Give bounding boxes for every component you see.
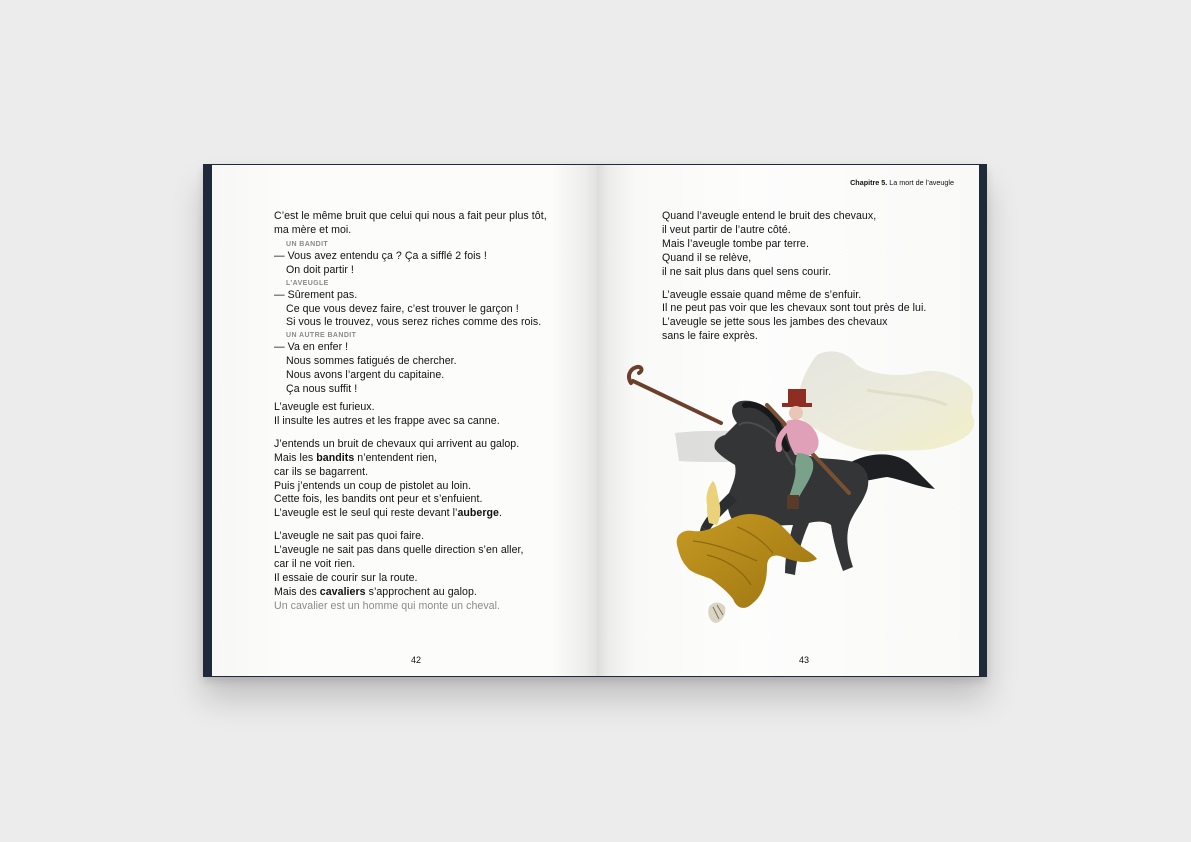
text-line: Il essaie de courir sur la route.: [274, 571, 418, 584]
open-book: [203, 164, 987, 677]
chapter-number: Chapitre 5.: [850, 178, 888, 187]
dialogue-line: Ce que vous devez faire, c’est trouver le garçon !: [286, 302, 519, 315]
text-line: Il ne peut pas voir que les chevaux sont tout près de lui.: [662, 302, 927, 315]
horse-rider-illustration: [617, 345, 977, 655]
page-number-right: 43: [798, 655, 809, 665]
text-line: L’aveugle ne sait pas quoi faire.: [274, 530, 425, 543]
speaker-label: UN BANDIT: [286, 240, 329, 248]
text-line: il veut partir de l’autre côté.: [662, 223, 791, 236]
text-line: sans le faire exprès.: [662, 330, 758, 343]
dialogue-line: Ça nous suffit !: [286, 383, 358, 396]
text-line: car ils se bagarrent.: [274, 465, 369, 478]
dialogue-line: On doit partir !: [286, 263, 354, 276]
text-line: Quand il se relève,: [662, 251, 752, 264]
left-page-text: [274, 210, 547, 614]
cane-shape: [629, 367, 721, 423]
page-number-left: 42: [410, 655, 421, 665]
text-line: L’aveugle ne sait pas dans quelle direction s’en aller,: [274, 544, 524, 557]
glossary-term: cavaliers: [319, 585, 366, 598]
text-line: Il insulte les autres et les frappe avec sa canne.: [274, 414, 500, 427]
dialogue-line: Nous avons l’argent du capitaine.: [286, 369, 445, 382]
dialogue-line: — Va en enfer !: [274, 341, 349, 354]
text-line: Cette fois, les bandits ont peur et s’enfuient.: [274, 493, 483, 506]
glossary-term: bandits: [316, 451, 355, 464]
text-line: L’aveugle se jette sous les jambes des chevaux: [662, 316, 888, 329]
glossary-definition: Un cavalier est un homme qui monte un cheval.: [274, 599, 501, 612]
text-line: Mais l’aveugle tombe par terre.: [662, 237, 809, 250]
glossary-term: auberge: [457, 507, 499, 520]
chapter-title: La mort de l’aveugle: [889, 178, 954, 187]
text-line: Puis j’entends un coup de pistolet au loin.: [274, 479, 472, 492]
text-line: L’aveugle est furieux.: [274, 400, 375, 413]
left-page: [212, 165, 597, 676]
dialogue-line: Nous sommes fatigués de chercher.: [286, 355, 457, 368]
dialogue-line: — Vous avez entendu ça ? Ça a sifflé 2 fois !: [274, 249, 487, 262]
dust-cloud-shape: [797, 351, 974, 451]
text-line: il ne sait plus dans quel sens courir.: [662, 265, 832, 278]
text-line: ma mère et moi.: [274, 223, 352, 236]
text-line: Quand l’aveugle entend le bruit des chevaux,: [662, 210, 877, 222]
dialogue-line: — Sûrement pas.: [274, 288, 358, 301]
text-line: L’aveugle essaie quand même de s’enfuir.: [662, 288, 862, 301]
text-line: Mais les bandits n’entendent rien,: [274, 451, 438, 464]
right-page: [597, 165, 979, 676]
running-header: [850, 178, 954, 187]
text-line: car il ne voit rien.: [274, 558, 356, 571]
text-line: Mais des cavaliers s’approchent au galop.: [274, 585, 477, 598]
speaker-label: UN AUTRE BANDIT: [286, 332, 357, 340]
speaker-label: L’AVEUGLE: [286, 279, 329, 287]
text-line: J’entends un bruit de chevaux qui arrivent au galop.: [274, 437, 520, 450]
dialogue-line: Si vous le trouvez, vous serez riches comme des rois.: [286, 316, 542, 329]
right-page-text: [662, 210, 926, 344]
text-line: C’est le même bruit que celui qui nous a fait peur plus tôt,: [274, 210, 547, 222]
text-line: L’aveugle est le seul qui reste devant l’auberge.: [274, 507, 502, 520]
